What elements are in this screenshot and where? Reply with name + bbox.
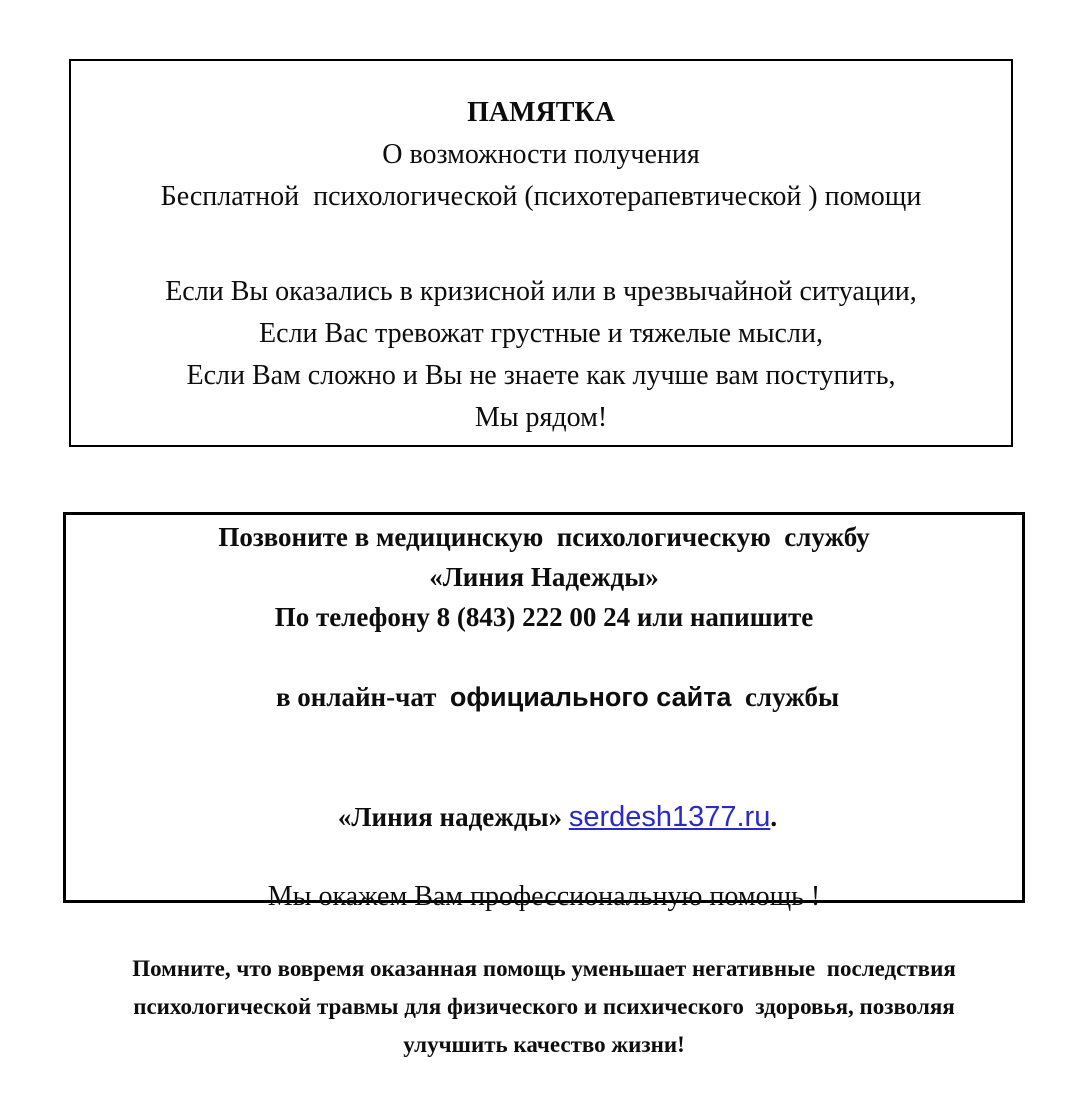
memo-line-2: Если Вас тревожат грустные и тяжелые мысли, [259,318,823,349]
contact-box [63,512,1025,1057]
site-line-suffix: . [770,802,778,832]
chat-line-suffix: службы [731,682,840,712]
memo-title: ПАМЯТКА [467,97,615,128]
website-link[interactable]: serdesh1377.ru [568,801,771,833]
memo-box [69,59,1013,447]
official-site-highlight: официального сайта [449,682,732,712]
contact-line-service-name: «Линия Надежды» [429,562,659,592]
memo-subtitle-line2: Бесплатной психологической (психотерапевтической ) помощи [160,181,922,212]
reminder-note: Помните, что вовремя оказанная помощь уменьшает негативные последствия психологической травмы для физического и психического здоровья, позволяя улучшить качество жизни! [132,956,962,1057]
memo-subtitle-line1: О возможности получения [382,139,700,170]
contact-line-chat [66,637,1022,757]
site-line-prefix: «Линия надежды» [337,802,569,832]
chat-line-prefix: в онлайн-чат [275,682,450,712]
contact-line-help: Мы окажем Вам профессиональную помощь ! [267,881,821,912]
memo-line-3: Если Вам сложно и Вы не знаете как лучше вам поступить, [186,360,896,391]
contact-line-call: Позвоните в медицинскую психологическую службу [218,522,870,552]
memo-line-4: Мы рядом! [474,402,608,433]
memo-line-1: Если Вы оказались в кризисной или в чрезвычайной ситуации, [165,276,917,307]
contact-line-site [66,757,1022,877]
contact-line-phone: По телефону 8 (843) 222 00 24 или напишите [274,602,814,632]
